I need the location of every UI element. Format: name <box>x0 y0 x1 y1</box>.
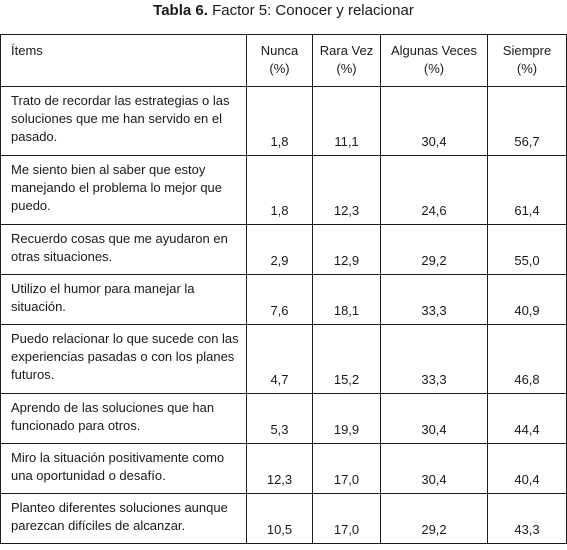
rara-vez-cell: 17,0 <box>313 444 381 494</box>
rara-vez-cell: 18,1 <box>313 275 381 325</box>
table-row <box>1 494 567 544</box>
rara-vez-cell: 19,9 <box>313 394 381 444</box>
nunca-cell: 5,3 <box>247 394 313 444</box>
item-cell: Me siento bien al saber que estoy manejando el problema lo mejor que puedo. <box>1 156 247 225</box>
siempre-cell: 56,7 <box>488 87 567 156</box>
algunas-veces-cell: 24,6 <box>381 156 488 225</box>
algunas-veces-cell: 30,4 <box>381 87 488 156</box>
header-siempre <box>488 35 567 87</box>
header-row <box>1 35 567 87</box>
siempre-cell: 40,4 <box>488 444 567 494</box>
nunca-cell: 12,3 <box>247 444 313 494</box>
header-nunca-unit: (%) <box>269 61 290 76</box>
item-cell: Trato de recordar las estrategias o las soluciones que me han servido en el pasado. <box>1 87 247 156</box>
rara-vez-cell: 11,1 <box>313 87 381 156</box>
table-row <box>1 225 567 275</box>
algunas-veces-cell: 29,2 <box>381 225 488 275</box>
item-cell: Miro la situación positivamente como una oportunidad o desafío. <box>1 444 247 494</box>
siempre-cell: 40,9 <box>488 275 567 325</box>
table-row <box>1 156 567 225</box>
header-algunas-veces-label: Algunas Veces <box>390 43 477 58</box>
nunca-cell: 1,8 <box>247 156 313 225</box>
table-row <box>1 275 567 325</box>
algunas-veces-cell: 33,3 <box>381 325 488 394</box>
algunas-veces-cell: 33,3 <box>381 275 488 325</box>
table-caption-label: Tabla 6. <box>153 2 208 19</box>
item-cell: Recuerdo cosas que me ayudaron en otras situaciones. <box>1 225 247 275</box>
table-row <box>1 444 567 494</box>
nunca-cell: 4,7 <box>247 325 313 394</box>
algunas-veces-cell: 30,4 <box>381 394 488 444</box>
header-items <box>1 35 247 87</box>
siempre-cell: 55,0 <box>488 225 567 275</box>
nunca-cell: 1,8 <box>247 87 313 156</box>
header-siempre-label: Siempre <box>502 43 552 58</box>
table-caption-title: Factor 5: Conocer y relacionar <box>212 2 414 19</box>
header-algunas-veces <box>381 35 488 87</box>
header-rara-vez-unit: (%) <box>336 61 357 76</box>
factor-table <box>0 34 567 544</box>
header-nunca <box>247 35 313 87</box>
header-rara-vez-label: Rara Vez <box>319 43 374 58</box>
rara-vez-cell: 17,0 <box>313 494 381 544</box>
item-cell: Puedo relacionar lo que sucede con las experiencias pasadas o con los planes futuros. <box>1 325 247 394</box>
algunas-veces-cell: 30,4 <box>381 444 488 494</box>
rara-vez-cell: 15,2 <box>313 325 381 394</box>
header-rara-vez <box>313 35 381 87</box>
table-row <box>1 87 567 156</box>
item-cell: Aprendo de las soluciones que han funcionado para otros. <box>1 394 247 444</box>
nunca-cell: 2,9 <box>247 225 313 275</box>
header-items-label: Ítems <box>11 43 43 58</box>
algunas-veces-cell: 29,2 <box>381 494 488 544</box>
table-row <box>1 394 567 444</box>
nunca-cell: 7,6 <box>247 275 313 325</box>
item-cell: Planteo diferentes soluciones aunque parezcan difíciles de alcanzar. <box>1 494 247 544</box>
siempre-cell: 44,4 <box>488 394 567 444</box>
rara-vez-cell: 12,9 <box>313 225 381 275</box>
item-cell: Utilizo el humor para manejar la situación. <box>1 275 247 325</box>
table-caption <box>0 1 567 21</box>
header-nunca-label: Nunca <box>260 43 299 58</box>
table-row <box>1 325 567 394</box>
siempre-cell: 46,8 <box>488 325 567 394</box>
siempre-cell: 43,3 <box>488 494 567 544</box>
header-siempre-unit: (%) <box>516 61 538 76</box>
header-algunas-veces-unit: (%) <box>423 61 445 76</box>
nunca-cell: 10,5 <box>247 494 313 544</box>
siempre-cell: 61,4 <box>488 156 567 225</box>
rara-vez-cell: 12,3 <box>313 156 381 225</box>
